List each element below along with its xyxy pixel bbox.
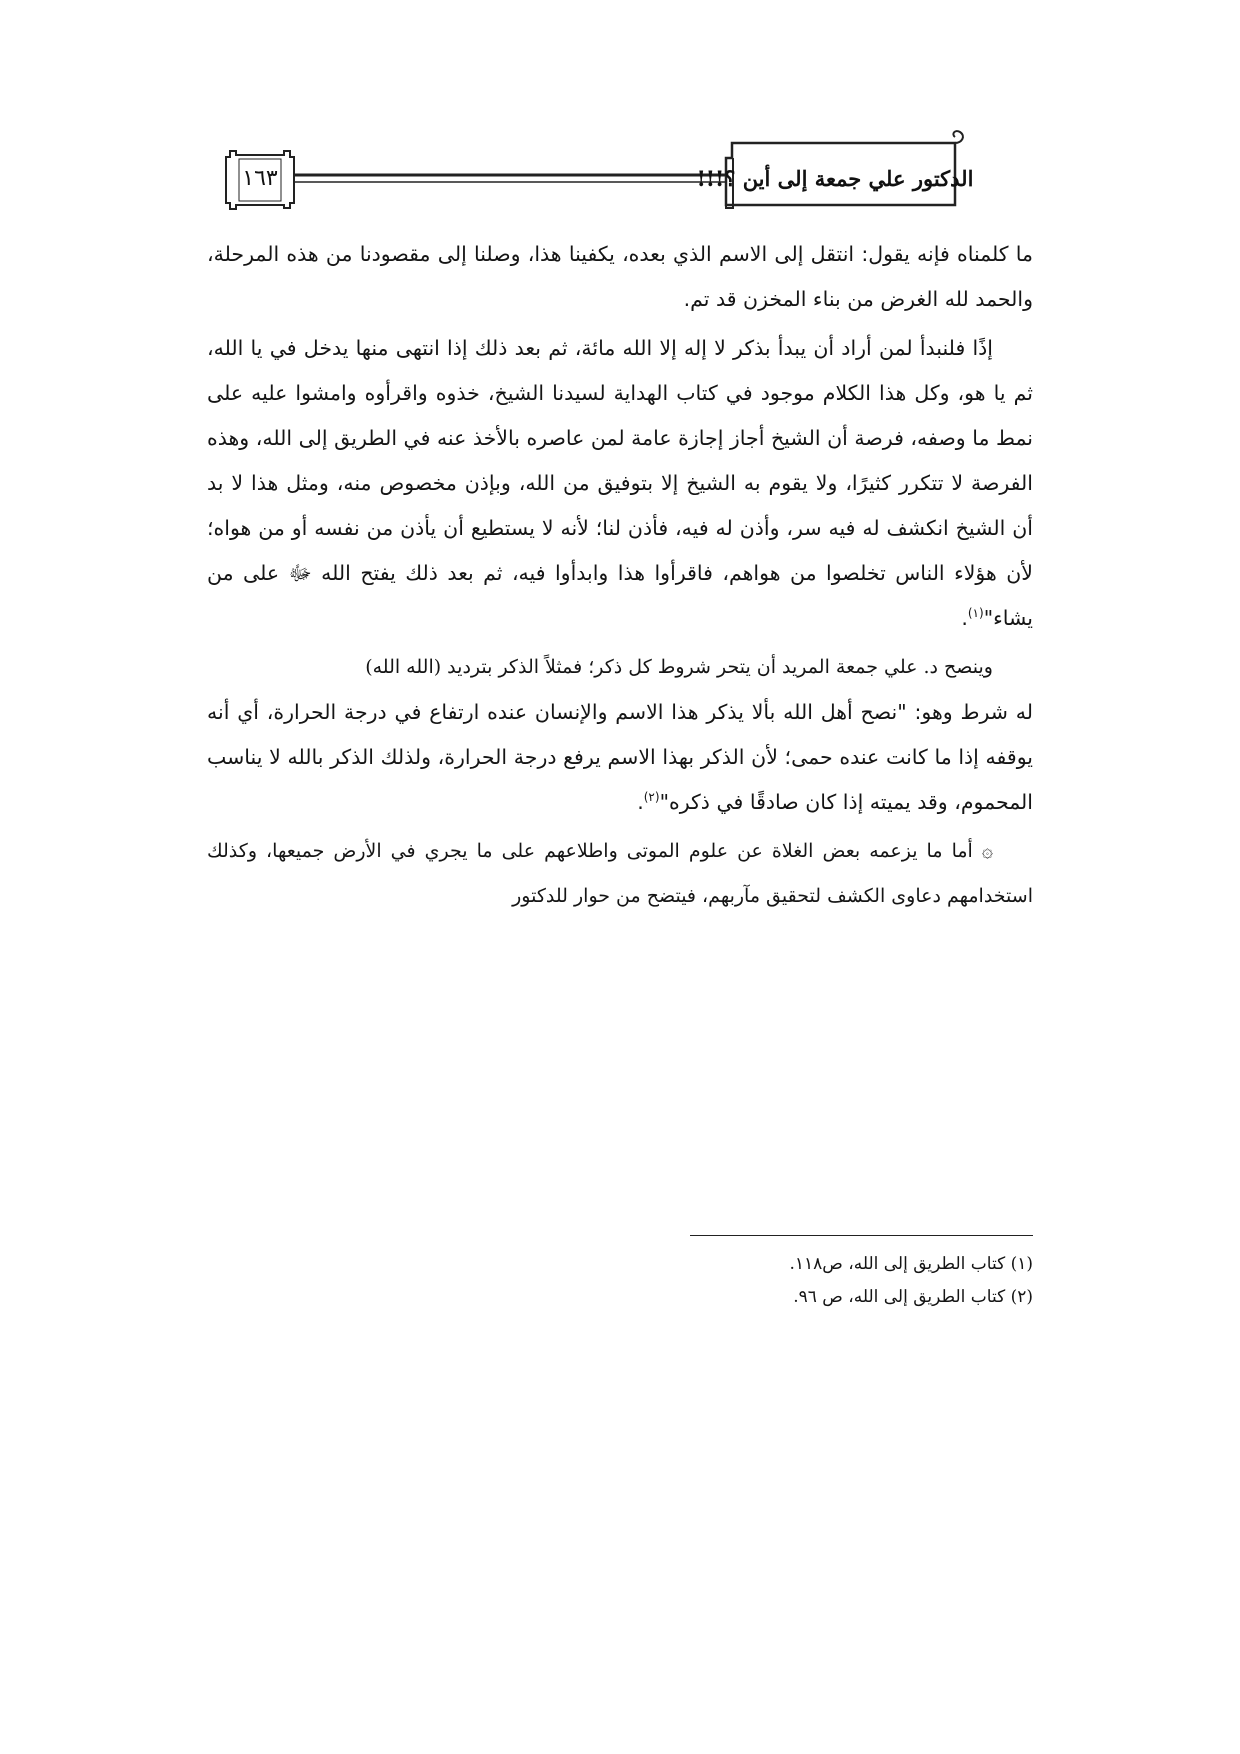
footnote-1: (١) كتاب الطريق إلى الله، ص١١٨. [789,1254,1033,1274]
running-header-frame [0,0,1240,220]
paragraph-3 [207,645,1033,690]
footnote-separator [690,1235,1033,1236]
title-banner-curl-icon [953,131,963,143]
paragraph-text: إذًا فلنبدأ لمن أراد أن يبدأ بذكر لا إله إلا الله مائة، ثم بعد ذلك إذا انتهى منها يدخل في يا الله، ثم يا هو، وكل هذا الكلام موجود في كتاب الهداية لسيدنا الشيخ، خذوه واقرأوه وامشوا عليه على نمط ما وصفه، فرصة أن الشيخ أجاز إجازة عامة لمن عاصره بالأخذ عنه في الطريق إلى الله، وهذه الفرصة لا تتكرر كثيرًا، ولا يقوم به الشيخ إلا بتوفيق من الله، وبإذن مخصوص منه، ومثل هذا لا بد أن الشيخ انكشف له فيه سر، وأذن له فيه، فأذن لنا؛ لأنه لا يستطيع أن يأذن من نفسه أو من هواه؛ لأن هؤلاء الناس تخلصوا من هواهم، فاقرأوا هذا وابدأوا فيه، ثم بعد ذلك يفتح الله ﷻ على من يشاء" [207,336,1033,630]
footnotes [600,1248,1033,1314]
footnote-ref-1: (١) [967,606,984,621]
footnote-ref-2: (٢) [643,790,660,805]
page-number: ١٦٣ [242,165,278,191]
paragraph-text: له شرط وهو: "نصح أهل الله بألا يذكر هذا الاسم والإنسان عنده ارتفاع في درجة الحرارة، أي أنه يوقفه إذا ما كانت عنده حمى؛ لأن الذكر بهذا الاسم يرفع درجة الحرارة، ولذلك الذكر بالله لا يناسب المحموم، وقد يميته إذا كان صادقًا في ذكره" [207,700,1033,814]
paragraph-text: وينصح د. علي جمعة المريد أن يتحر شروط كل ذكر؛ فمثلاً الذكر بترديد (الله الله) [365,656,993,678]
paragraph-5 [207,829,1033,919]
paragraph-1 [207,232,1033,322]
paragraph-2: إذًا فلنبدأ لمن أراد أن يبدأ بذكر لا إله إلا الله مائة، ثم بعد ذلك إذا انتهى منها يدخل في يا الله، ثم يا هو، وكل هذا الكلام موجود في كتاب الهداية لسيدنا الشيخ، خذوه واقرأوه وامشوا عليه على نمط ما وصفه، فرصة أن الشيخ أجاز إجازة عامة لمن عاصره بالأخذ عنه في الطريق إلى الله، وهذه الفرصة لا تتكرر كثيرًا، ولا يقوم به الشيخ إلا بتوفيق من الله، وبإذن مخصوص منه، ومثل هذا لا بد أن الشيخ انكشف له فيه سر، وأذن له فيه، فأذن لنا؛ لأنه لا يستطيع أن يأذن من نفسه أو من هواه؛ لأن هؤلاء الناس تخلصوا من هواهم، فاقرأوا هذا وابدأوا فيه، ثم بعد ذلك يفتح الله ﷻ على من يشاء"$^{(١)}$. [207,336,1033,630]
footnote-2: (٢) كتاب الطريق إلى الله، ص ٩٦. [793,1287,1033,1307]
book-title: الدكتور علي جمعة إلى أين ؟!!! [696,165,974,191]
main-text [207,232,1033,919]
paragraph-4: له شرط وهو: "نصح أهل الله بألا يذكر هذا الاسم والإنسان عنده ارتفاع في درجة الحرارة، أي أنه يوقفه إذا ما كانت عنده حمى؛ لأن الذكر بهذا الاسم يرفع درجة الحرارة، ولذلك الذكر بالله لا يناسب المحموم، وقد يميته إذا كان صادقًا في ذكره"$^{(٢)}$. [207,700,1033,814]
paragraph-text: ما كلمناه فإنه يقول: انتقل إلى الاسم الذي بعده، يكفينا هذا، وصلنا إلى مقصودنا من هذه المرحلة، والحمد لله الغرض من بناء المخزن قد تم. [207,242,1033,311]
paragraph-text: ۞ أما ما يزعمه بعض الغلاة عن علوم الموتى واطلاعهم على ما يجري في الأرض جميعها، وكذلك استخدامهم دعاوى الكشف لتحقيق مآربهم، فيتضح من حوار للدكتور [207,840,1033,907]
